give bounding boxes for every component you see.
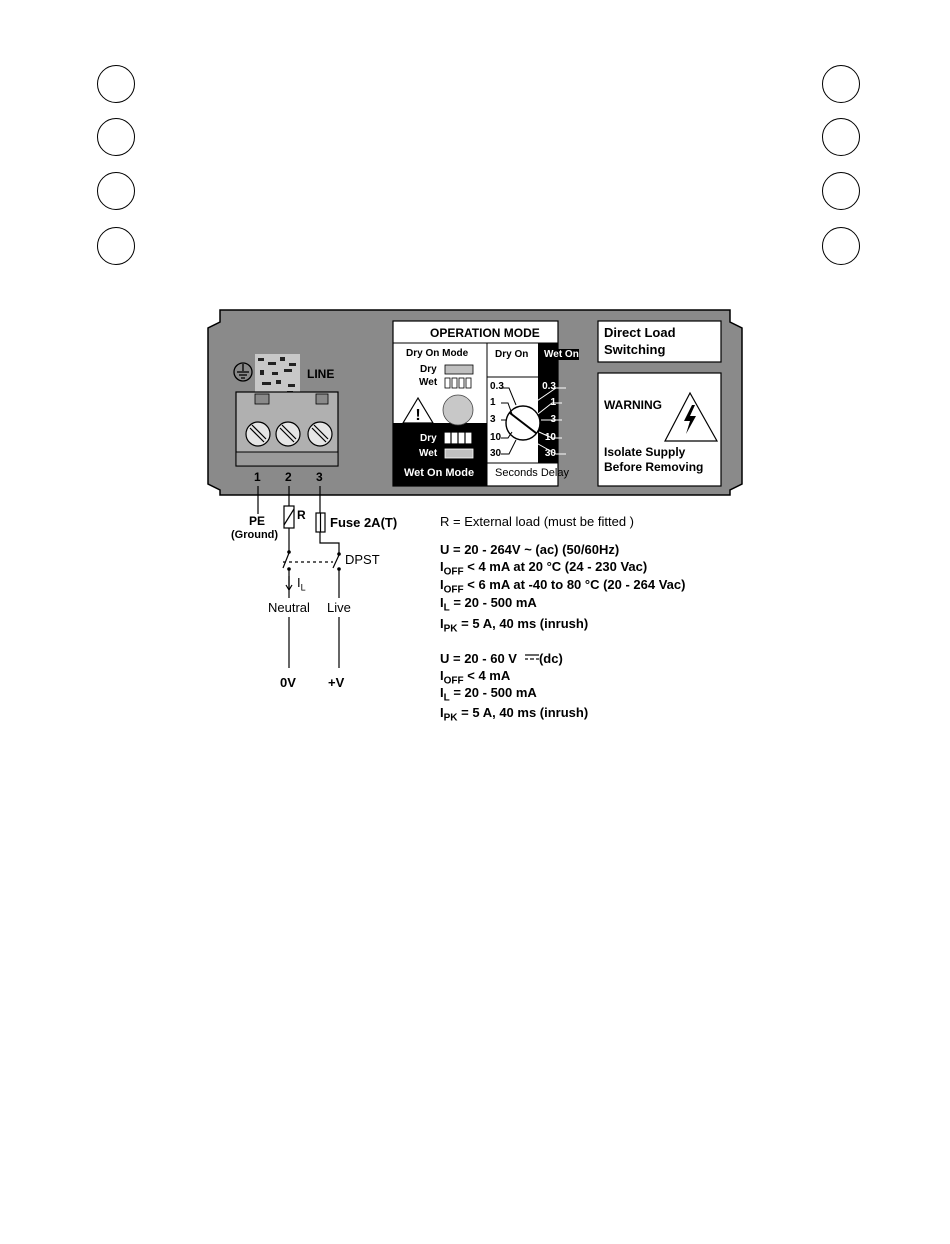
direct-load-line1: Direct Load bbox=[604, 325, 676, 340]
ac-ioff-1: $I_{OFF} < 4$ mA at 20 °C (24 - 230 Vac) bbox=[440, 559, 648, 578]
dc-il: $I_L = 20 - 500$ mA bbox=[440, 685, 537, 704]
dc-ipk-text: = 5 A, 40 ms (inrush) bbox=[457, 705, 589, 720]
seconds-delay-label: Seconds Delay bbox=[495, 467, 569, 479]
plus-v-label: +V bbox=[328, 675, 345, 690]
line-label: LINE bbox=[307, 367, 335, 381]
dc-il-text: = 20 - 500 mA bbox=[449, 685, 537, 700]
dry-on-label: Dry On bbox=[495, 349, 529, 360]
ac-il-text: = 20 - 500 mA bbox=[449, 595, 537, 610]
warning-line2: Before Removing bbox=[604, 460, 704, 474]
ac-ipk: $I_{PK} = 5$ A, 40 ms (inrush) bbox=[440, 616, 589, 635]
wet-on-label: Wet On bbox=[544, 349, 579, 360]
resistor-icon bbox=[284, 506, 294, 528]
dc-voltage-text: U = 20 - 60 V bbox=[440, 651, 517, 666]
ac-ioff-2-text: < 6 mA at -40 to 80 °C (20 - 264 Vac) bbox=[463, 577, 686, 592]
dc-ioff-sub: OFF bbox=[443, 675, 464, 687]
dc-ipk: $I_{PK} = 5$ A, 40 ms (inrush) bbox=[440, 705, 589, 724]
delay-left-3: 3 bbox=[490, 414, 496, 425]
r-note: R = External load (must be fitted ) bbox=[440, 514, 635, 529]
terminal-number-3: 3 bbox=[316, 470, 323, 484]
fuse-label: Fuse 2A(T) bbox=[330, 515, 398, 530]
delay-right-1: 0.3 bbox=[542, 381, 556, 392]
delay-right-3: 3 bbox=[550, 414, 556, 425]
terminal-number-2: 2 bbox=[285, 470, 292, 484]
zero-v-label: 0V bbox=[280, 675, 296, 690]
warning-line1: Isolate Supply bbox=[604, 445, 686, 459]
direct-load-line2: Switching bbox=[604, 342, 666, 357]
terminal-number-1: 1 bbox=[254, 470, 261, 484]
terminal-screw-3 bbox=[308, 422, 332, 446]
ac-ioff-1-sub: OFF bbox=[443, 566, 464, 578]
delay-right-2: 1 bbox=[550, 397, 556, 408]
neutral-label: Neutral bbox=[268, 600, 310, 615]
ac-ioff-2-sub: OFF bbox=[443, 584, 464, 596]
wet-label-bottom: Wet bbox=[419, 448, 438, 459]
ac-ipk-sub: PK bbox=[443, 623, 458, 635]
delay-right-4: 10 bbox=[544, 432, 556, 443]
r-label: R bbox=[297, 508, 306, 522]
il-label-main: I bbox=[297, 575, 301, 590]
ac-ioff-2: $I_{OFF} < 6$ mA at -40 to 80 °C (20 - 264 Vac) bbox=[440, 577, 686, 596]
ac-ioff-1-text: < 4 mA at 20 °C (24 - 230 Vac) bbox=[463, 559, 648, 574]
delay-left-1: 0.3 bbox=[490, 381, 504, 392]
pe-label: PE bbox=[249, 514, 266, 528]
status-led bbox=[443, 395, 473, 425]
dc-ioff: $I_{OFF} < 4$ mA bbox=[440, 668, 511, 687]
delay-right-5: 30 bbox=[544, 448, 556, 459]
il-label bbox=[297, 575, 306, 593]
ac-il: $I_L = 20 - 500$ mA bbox=[440, 595, 537, 614]
ac-voltage: U = 20 - 264V ~ (ac) (50/60Hz) bbox=[440, 542, 620, 557]
dpst-label: DPST bbox=[345, 552, 380, 567]
warning-title: WARNING bbox=[604, 398, 662, 412]
ac-ipk-text: = 5 A, 40 ms (inrush) bbox=[457, 616, 589, 631]
delay-left-5: 30 bbox=[490, 448, 502, 459]
delay-left-2: 1 bbox=[490, 397, 496, 408]
dc-voltage bbox=[440, 651, 563, 666]
wet-on-mode-label: Wet On Mode bbox=[404, 467, 475, 479]
svg-text:!: ! bbox=[415, 407, 421, 424]
ac-il-sub: L bbox=[443, 602, 450, 614]
fuse-icon bbox=[316, 513, 325, 532]
dry-label-bottom: Dry bbox=[420, 433, 437, 444]
live-label: Live bbox=[327, 600, 351, 615]
dry-label-top: Dry bbox=[420, 364, 437, 375]
delay-left-4: 10 bbox=[490, 432, 502, 443]
il-label-sub: L bbox=[300, 582, 306, 593]
dc-ipk-sub: PK bbox=[443, 712, 458, 724]
dc-ioff-text: < 4 mA bbox=[463, 668, 511, 683]
terminal-screw-2 bbox=[276, 422, 300, 446]
wet-label-top: Wet bbox=[419, 377, 438, 388]
terminal-screw-1 bbox=[246, 422, 270, 446]
ground-label: (Ground) bbox=[231, 529, 279, 541]
dc-voltage-tail: (dc) bbox=[538, 651, 563, 666]
dry-on-mode-label: Dry On Mode bbox=[406, 348, 469, 359]
dc-il-sub: L bbox=[443, 692, 450, 704]
operation-mode-title: OPERATION MODE bbox=[430, 326, 540, 340]
